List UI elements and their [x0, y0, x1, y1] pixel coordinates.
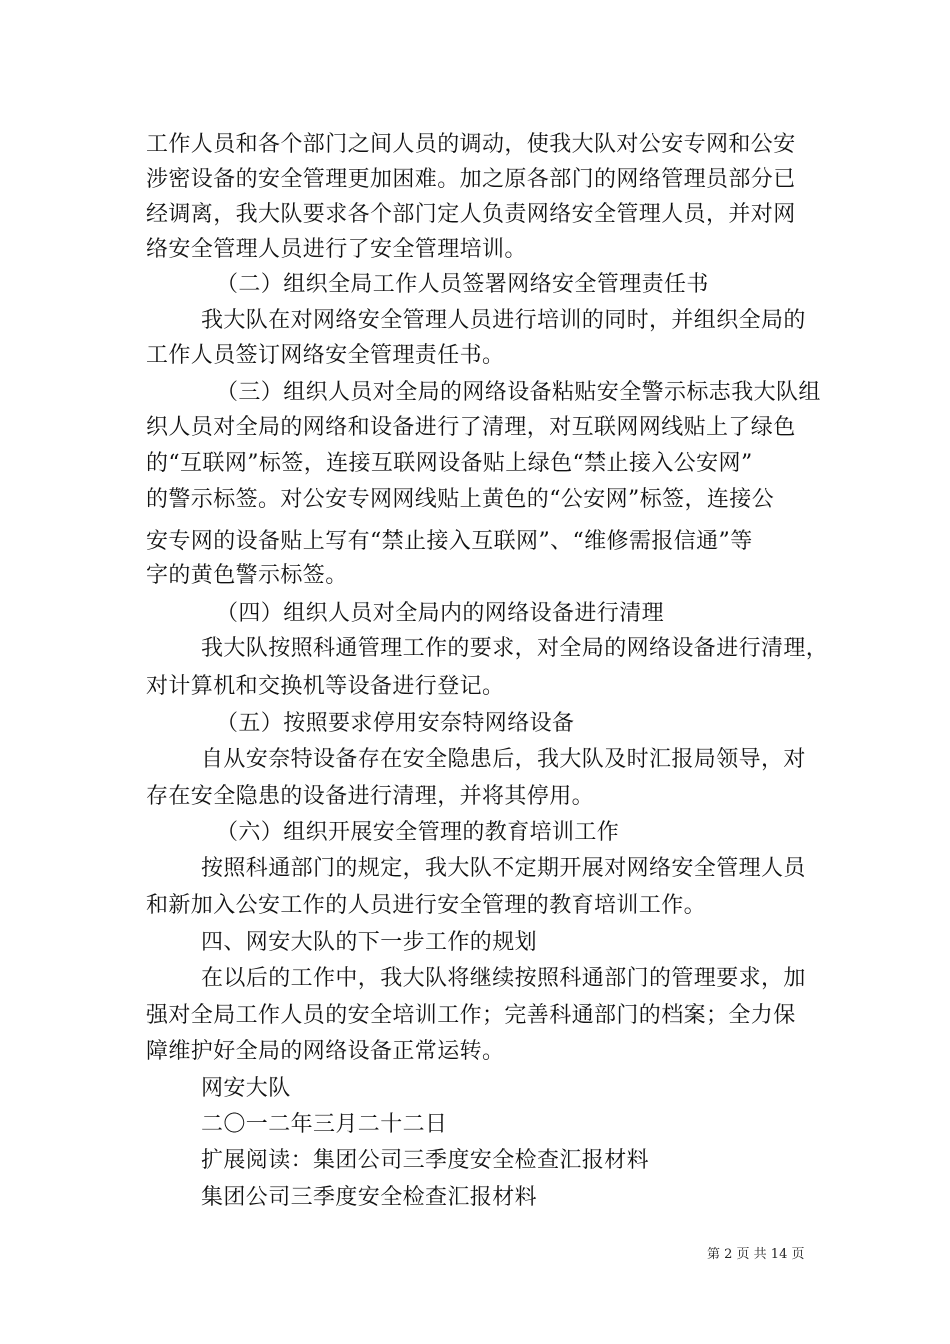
- signature-date: 二〇一二年三月二十二日: [201, 1112, 448, 1137]
- body-line: 工作人员签订网络安全管理责任书。: [146, 343, 505, 368]
- page-number: 第 2 页 共 14 页: [707, 1247, 805, 1262]
- body-line: 的警示标签。对公安专网网线贴上黄色的“公安网”标签，连接公: [146, 487, 775, 512]
- section-heading: 四、网安大队的下一步工作的规划: [201, 930, 538, 955]
- section-heading: （三）组织人员对全局的网络设备粘贴安全警示标志我大队组: [216, 380, 821, 405]
- body-line: 安专网的设备贴上写有“禁止接入互联网”、“维修需报信通”等: [146, 529, 753, 554]
- body-line: 和新加入公安工作的人员进行安全管理的教育培训工作。: [146, 893, 707, 918]
- section-heading: （六）组织开展安全管理的教育培训工作: [216, 820, 620, 845]
- body-line: 涉密设备的安全管理更加困难。加之原各部门的网络管理员部分已: [146, 167, 796, 192]
- section-heading: （四）组织人员对全局内的网络设备进行清理: [216, 601, 665, 626]
- body-line: 织人员对全局的网络和设备进行了清理，对互联网网线贴上了绿色: [146, 415, 796, 440]
- body-line: 我大队在对网络安全管理人员进行培训的同时，并组织全局的: [201, 308, 806, 333]
- body-line: 存在安全隐患的设备进行清理，并将其停用。: [146, 784, 595, 809]
- signature-org: 网安大队: [201, 1076, 291, 1101]
- body-line: 经调离，我大队要求各个部门定人负责网络安全管理人员，并对网: [146, 202, 796, 227]
- body-line: 我大队按照科通管理工作的要求，对全局的网络设备进行清理，: [201, 636, 829, 661]
- body-line: 强对全局工作人员的安全培训工作；完善科通部门的档案；全力保: [146, 1003, 796, 1028]
- section-heading: （二）组织全局工作人员签署网络安全管理责任书: [216, 272, 709, 297]
- body-line: 工作人员和各个部门之间人员的调动，使我大队对公安专网和公安: [146, 132, 796, 157]
- next-title-line: 集团公司三季度安全检查汇报材料: [201, 1185, 538, 1210]
- body-line: 字的黄色警示标签。: [146, 563, 348, 588]
- body-line: 在以后的工作中，我大队将继续按照科通部门的管理要求，加: [201, 966, 806, 991]
- body-line: 障维护好全局的网络设备正常运转。: [146, 1039, 505, 1064]
- body-line: 络安全管理人员进行了安全管理培训。: [146, 237, 527, 262]
- body-line: 对计算机和交换机等设备进行登记。: [146, 674, 505, 699]
- body-line: 按照科通部门的规定，我大队不定期开展对网络安全管理人员: [201, 856, 806, 881]
- body-line: 自从安奈特设备存在安全隐患后，我大队及时汇报局领导，对: [201, 747, 806, 772]
- extended-reading-line: 扩展阅读：集团公司三季度安全检查汇报材料: [201, 1148, 650, 1173]
- body-line: 的“互联网”标签，连接互联网设备贴上绿色“禁止接入公安网”: [146, 451, 753, 476]
- section-heading: （五）按照要求停用安奈特网络设备: [216, 711, 575, 736]
